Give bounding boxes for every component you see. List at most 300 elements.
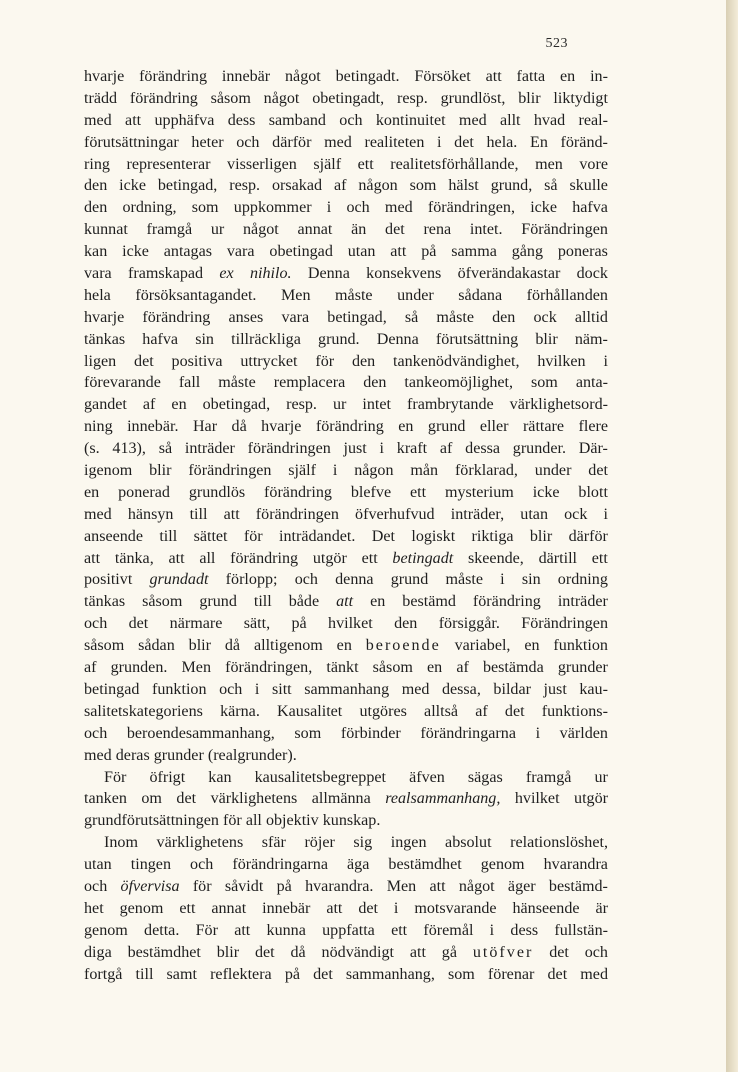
word: med — [384, 199, 413, 217]
word: uppfatta — [322, 921, 375, 939]
word: uppkommer — [233, 199, 312, 217]
word: Men — [181, 659, 211, 677]
word: att — [223, 505, 240, 523]
word: kunnat — [84, 221, 128, 239]
word: fall — [178, 374, 201, 392]
word: intet. — [469, 221, 503, 239]
word: positiva — [171, 352, 223, 370]
word: en — [524, 637, 540, 655]
word: är — [595, 899, 608, 917]
word: betingad — [84, 680, 140, 698]
text-line — [84, 88, 608, 110]
word: samt — [166, 965, 197, 983]
word: af — [142, 396, 156, 414]
word: mysterium — [444, 483, 514, 501]
word: kan — [208, 768, 232, 786]
word: förändring — [142, 308, 211, 326]
word: därtill — [538, 549, 578, 567]
word: förevarande — [84, 374, 161, 392]
word: grund — [427, 418, 466, 436]
word: inträder — [184, 440, 235, 458]
word: det — [504, 702, 525, 720]
word: tänka, — [114, 549, 154, 567]
word: och — [84, 615, 108, 633]
text-line — [84, 154, 608, 176]
word: och — [584, 943, 608, 961]
word: förhållanden — [526, 286, 608, 304]
word: resp. — [286, 396, 317, 414]
word: äga — [347, 856, 370, 874]
word: sfär — [261, 834, 286, 852]
text-line — [84, 438, 608, 460]
word: visserligen — [227, 155, 297, 173]
word: hvilket — [328, 615, 373, 633]
word: så — [544, 177, 558, 195]
word: ett — [391, 921, 408, 939]
word: då — [290, 943, 306, 961]
page-number: 523 — [545, 36, 568, 51]
word: remplacera — [273, 374, 346, 392]
word: därför — [272, 133, 312, 151]
word: i — [535, 724, 541, 742]
word: såsom — [142, 593, 183, 611]
word: kausalitetsbegreppet — [254, 768, 386, 786]
word: förändring — [139, 68, 208, 85]
word: för — [243, 527, 263, 545]
word: på — [421, 243, 437, 261]
text-line — [84, 132, 608, 154]
word: den — [363, 374, 387, 392]
word: med — [580, 965, 608, 983]
word: med — [324, 133, 352, 151]
word: en — [398, 418, 414, 436]
word: såvidt — [224, 877, 264, 895]
word: ett — [409, 483, 427, 501]
word: föränd- — [560, 133, 608, 151]
text-line — [84, 263, 608, 285]
word: äger — [507, 877, 536, 895]
word: alltid — [574, 308, 608, 326]
word: ex — [219, 265, 234, 283]
word: blir — [216, 943, 240, 961]
word: frambrytande — [406, 396, 494, 414]
word: grund. — [318, 330, 360, 348]
word: dessa, — [441, 680, 481, 698]
word: icke — [532, 483, 560, 501]
page-edge — [726, 0, 738, 1072]
word: framskapad — [128, 265, 204, 283]
word: bildar — [493, 680, 531, 698]
word: förenar — [487, 965, 535, 983]
word: tillräckliga — [231, 330, 301, 348]
word: detta. — [144, 921, 180, 939]
word: förändring — [472, 593, 541, 611]
word: genom — [480, 856, 525, 874]
word: i — [379, 440, 385, 458]
word: ur — [210, 221, 225, 239]
word: i — [489, 921, 495, 939]
word: någon — [354, 462, 394, 480]
word: just — [543, 680, 567, 698]
word: värklighetens — [210, 790, 298, 808]
word: att — [409, 943, 426, 961]
word: ur — [332, 396, 347, 414]
word: blir — [518, 89, 541, 107]
text-line — [84, 767, 608, 789]
text-line — [84, 197, 608, 219]
word: inträder, — [450, 505, 505, 523]
word: ett — [179, 899, 196, 917]
word: variabel, — [454, 637, 511, 655]
word: på — [276, 877, 292, 895]
word: att — [429, 877, 446, 895]
word: hvarje — [84, 308, 125, 326]
word: dessa — [465, 440, 501, 458]
word: anseende — [84, 527, 143, 545]
word: realsammanhang, — [385, 790, 501, 808]
word: utgör — [574, 790, 608, 808]
word: sin — [195, 330, 214, 348]
word: på — [291, 615, 307, 633]
word: under — [397, 286, 434, 304]
word: funktions- — [541, 702, 608, 720]
word: vara — [281, 308, 310, 326]
word: nödvändigt — [321, 943, 394, 961]
word: ring — [84, 155, 110, 173]
word: såsom — [372, 659, 413, 677]
text-line — [84, 613, 608, 635]
word: det — [385, 221, 405, 239]
word: innebär — [221, 68, 271, 85]
word: försiggår. — [438, 615, 500, 633]
word: ordning, — [122, 199, 177, 217]
word: bestämd — [402, 593, 456, 611]
text-line — [84, 175, 608, 197]
word: Där- — [578, 440, 608, 458]
text-line — [84, 920, 608, 942]
word: innebär. — [127, 418, 179, 436]
text-line — [84, 110, 608, 132]
text-line — [84, 788, 608, 810]
text-line — [84, 723, 608, 745]
word: framgå — [525, 768, 572, 786]
word: reflektera — [210, 965, 272, 983]
word: resp. — [396, 89, 428, 107]
word: grunder — [557, 659, 608, 677]
word: det — [454, 133, 474, 151]
word: förändringen — [188, 462, 272, 480]
word: värklighetsord- — [509, 396, 608, 414]
word: förändring — [264, 483, 332, 501]
word: grundadt — [149, 571, 209, 589]
word: den — [351, 352, 376, 370]
word: såsom — [84, 637, 125, 655]
word: anta- — [575, 374, 608, 392]
word: att — [485, 68, 502, 85]
word: som — [531, 374, 558, 392]
text-line — [84, 460, 608, 482]
word: hvarje — [261, 418, 302, 436]
text-line — [84, 66, 608, 88]
word: representerar — [126, 155, 211, 173]
word: diga — [84, 943, 112, 961]
word: Har — [192, 418, 218, 436]
word: all — [245, 812, 262, 830]
word: upphäfva — [154, 111, 215, 129]
word: En — [529, 133, 548, 151]
word: grundlöst, — [440, 89, 506, 107]
word: ett — [361, 549, 378, 567]
word: men — [535, 155, 563, 173]
word: hela — [84, 286, 111, 304]
word: objektiv — [265, 812, 319, 830]
text-line — [84, 416, 608, 438]
word: en — [560, 68, 576, 85]
word: beroendesammanhang, — [126, 724, 275, 742]
word: på — [284, 965, 301, 983]
word: dess — [227, 111, 256, 129]
text-line — [84, 942, 608, 964]
word: poneras — [557, 243, 608, 261]
word: måste — [335, 286, 373, 304]
word: försöksantagandet. — [135, 286, 257, 304]
word: blott — [578, 483, 608, 501]
word: ordning — [557, 571, 608, 589]
word: något — [458, 877, 495, 895]
word: förändringarna — [420, 724, 516, 742]
word: skeende, — [467, 549, 524, 567]
word: måste — [218, 374, 256, 392]
word: något — [285, 68, 321, 85]
word: kraft — [396, 440, 428, 458]
word: förändringen, — [225, 659, 313, 677]
text-line — [84, 964, 608, 986]
word: real- — [578, 111, 608, 129]
word: en — [336, 637, 352, 655]
word: med — [84, 746, 112, 764]
word: som — [447, 965, 475, 983]
word: ock — [533, 308, 557, 326]
word: (s. — [84, 440, 100, 458]
word: och — [84, 724, 108, 742]
word: att — [326, 899, 343, 917]
word: och — [190, 856, 214, 874]
word: gång — [511, 243, 543, 261]
word: till — [159, 527, 178, 545]
word: med — [84, 111, 112, 129]
word: något — [263, 89, 300, 107]
word: bestämdhet — [388, 856, 462, 874]
word: i — [603, 505, 608, 523]
word: bestämdhet — [127, 943, 201, 961]
word: realitetsförhållande, — [390, 155, 519, 173]
word: själf — [313, 155, 342, 173]
word: grunden. — [110, 659, 168, 677]
word: deras — [115, 746, 150, 764]
word: kau- — [579, 680, 608, 698]
word: grund, — [490, 177, 533, 195]
word: ett — [357, 155, 374, 173]
word: genom — [119, 899, 164, 917]
word: måste — [436, 308, 474, 326]
text-line — [84, 745, 608, 767]
word: för — [223, 812, 242, 830]
word: grund — [390, 571, 429, 589]
word: sägas — [467, 768, 503, 786]
word: obetingad — [269, 243, 333, 261]
word: en — [171, 396, 187, 414]
word: blir — [188, 637, 211, 655]
word: och — [84, 877, 108, 895]
text-line — [84, 548, 608, 570]
word: icke — [530, 199, 557, 217]
word: (realgrunder). — [207, 746, 297, 764]
word: gå — [441, 943, 457, 961]
word: förutsättningar — [84, 133, 179, 151]
word: förändringen — [255, 505, 339, 523]
word: för — [192, 877, 212, 895]
word: sitt — [271, 680, 292, 698]
word: just — [343, 440, 367, 458]
word: förändring — [315, 418, 384, 436]
word: det — [254, 943, 275, 961]
word: i — [500, 571, 505, 589]
word: någon — [358, 177, 398, 195]
word: öfverhufvud — [355, 505, 435, 523]
word: hälst — [448, 177, 479, 195]
text-line — [84, 394, 608, 416]
text-line — [84, 526, 608, 548]
word: vara — [84, 265, 112, 283]
word: själf — [288, 462, 317, 480]
word: i — [393, 899, 399, 917]
word: med — [84, 505, 112, 523]
word: utan — [520, 505, 548, 523]
word: hänseende — [512, 899, 580, 917]
word: då — [231, 418, 247, 436]
word: tankeomöjlighet, — [404, 374, 514, 392]
word: kärna. — [220, 702, 260, 720]
word: hänsyn — [127, 505, 174, 523]
word: annat — [297, 221, 333, 239]
word: den — [492, 308, 516, 326]
word: förklarad, — [454, 462, 518, 480]
word: af — [84, 659, 97, 677]
word: tingen — [130, 856, 171, 874]
text-line — [84, 569, 608, 591]
word: näm- — [574, 330, 608, 348]
word: förändringen — [247, 440, 331, 458]
text-line — [84, 219, 608, 241]
word: närmare — [169, 615, 223, 633]
word: både — [288, 593, 320, 611]
word: af — [439, 440, 453, 458]
word: som — [294, 724, 322, 742]
word: igenom — [84, 462, 133, 480]
word: förändring — [230, 549, 299, 567]
word: obetingadt, — [312, 89, 385, 107]
word: en — [84, 483, 100, 501]
word: sådan — [138, 637, 175, 655]
word: i — [326, 199, 332, 217]
word: förändringarna — [232, 856, 328, 874]
word: ning — [84, 418, 113, 436]
word: sammanhang, — [345, 965, 435, 983]
word: bestämd- — [548, 877, 608, 895]
word: intet — [362, 396, 391, 414]
text-line — [84, 876, 608, 898]
text-line — [84, 285, 608, 307]
word: blefve — [350, 483, 392, 501]
word: rena — [423, 221, 452, 239]
text-line — [84, 679, 608, 701]
word: Denna — [307, 265, 350, 283]
word: dock — [576, 265, 608, 283]
word: i — [603, 352, 608, 370]
word: framgå — [146, 221, 193, 239]
text-line — [84, 482, 608, 504]
word: utan — [84, 856, 112, 874]
text-line — [84, 635, 608, 657]
word: dess — [510, 921, 539, 939]
word: som — [191, 199, 219, 217]
word: af — [475, 702, 488, 720]
word: allmänna — [311, 790, 371, 808]
word: blir — [529, 527, 553, 545]
word: förlopp; — [225, 571, 278, 589]
word: ett — [591, 549, 608, 567]
word: fatta — [516, 68, 546, 85]
word: gandet — [84, 396, 127, 414]
word: betingad, — [327, 308, 387, 326]
word: fortgå — [84, 965, 123, 983]
word: ponerad — [118, 483, 170, 501]
word: öfrigt — [149, 768, 186, 786]
word: öfvervisa — [120, 877, 180, 895]
word: måste — [445, 571, 483, 589]
word: mån — [410, 462, 439, 480]
word: positivt — [84, 571, 133, 589]
body-text — [84, 66, 608, 985]
word: förändring — [129, 89, 198, 107]
text-line — [84, 307, 608, 329]
word: röjer — [304, 834, 335, 852]
word: bestämda — [482, 659, 544, 677]
word: att — [234, 921, 251, 939]
word: äfven — [409, 768, 445, 786]
word: obetingad, — [202, 396, 271, 414]
word: värklighetens — [156, 834, 244, 852]
text-line — [84, 504, 608, 526]
word: hvarandra. — [305, 877, 374, 895]
word: Försöket — [414, 68, 471, 85]
word: hvilken — [537, 352, 586, 370]
word: sig — [353, 834, 373, 852]
word: förutsättning — [435, 330, 519, 348]
word: att — [390, 243, 407, 261]
word: Förändringen — [521, 221, 608, 239]
word: så — [158, 440, 173, 458]
word: det — [549, 943, 569, 961]
word: tankenödvändighet, — [393, 352, 520, 370]
word: nihilo. — [249, 265, 292, 283]
word: alltså — [424, 702, 459, 720]
word: så — [404, 308, 419, 326]
word: och — [346, 199, 370, 217]
word: alltigenom — [253, 637, 323, 655]
word: att — [125, 111, 142, 129]
word: het — [84, 899, 104, 917]
